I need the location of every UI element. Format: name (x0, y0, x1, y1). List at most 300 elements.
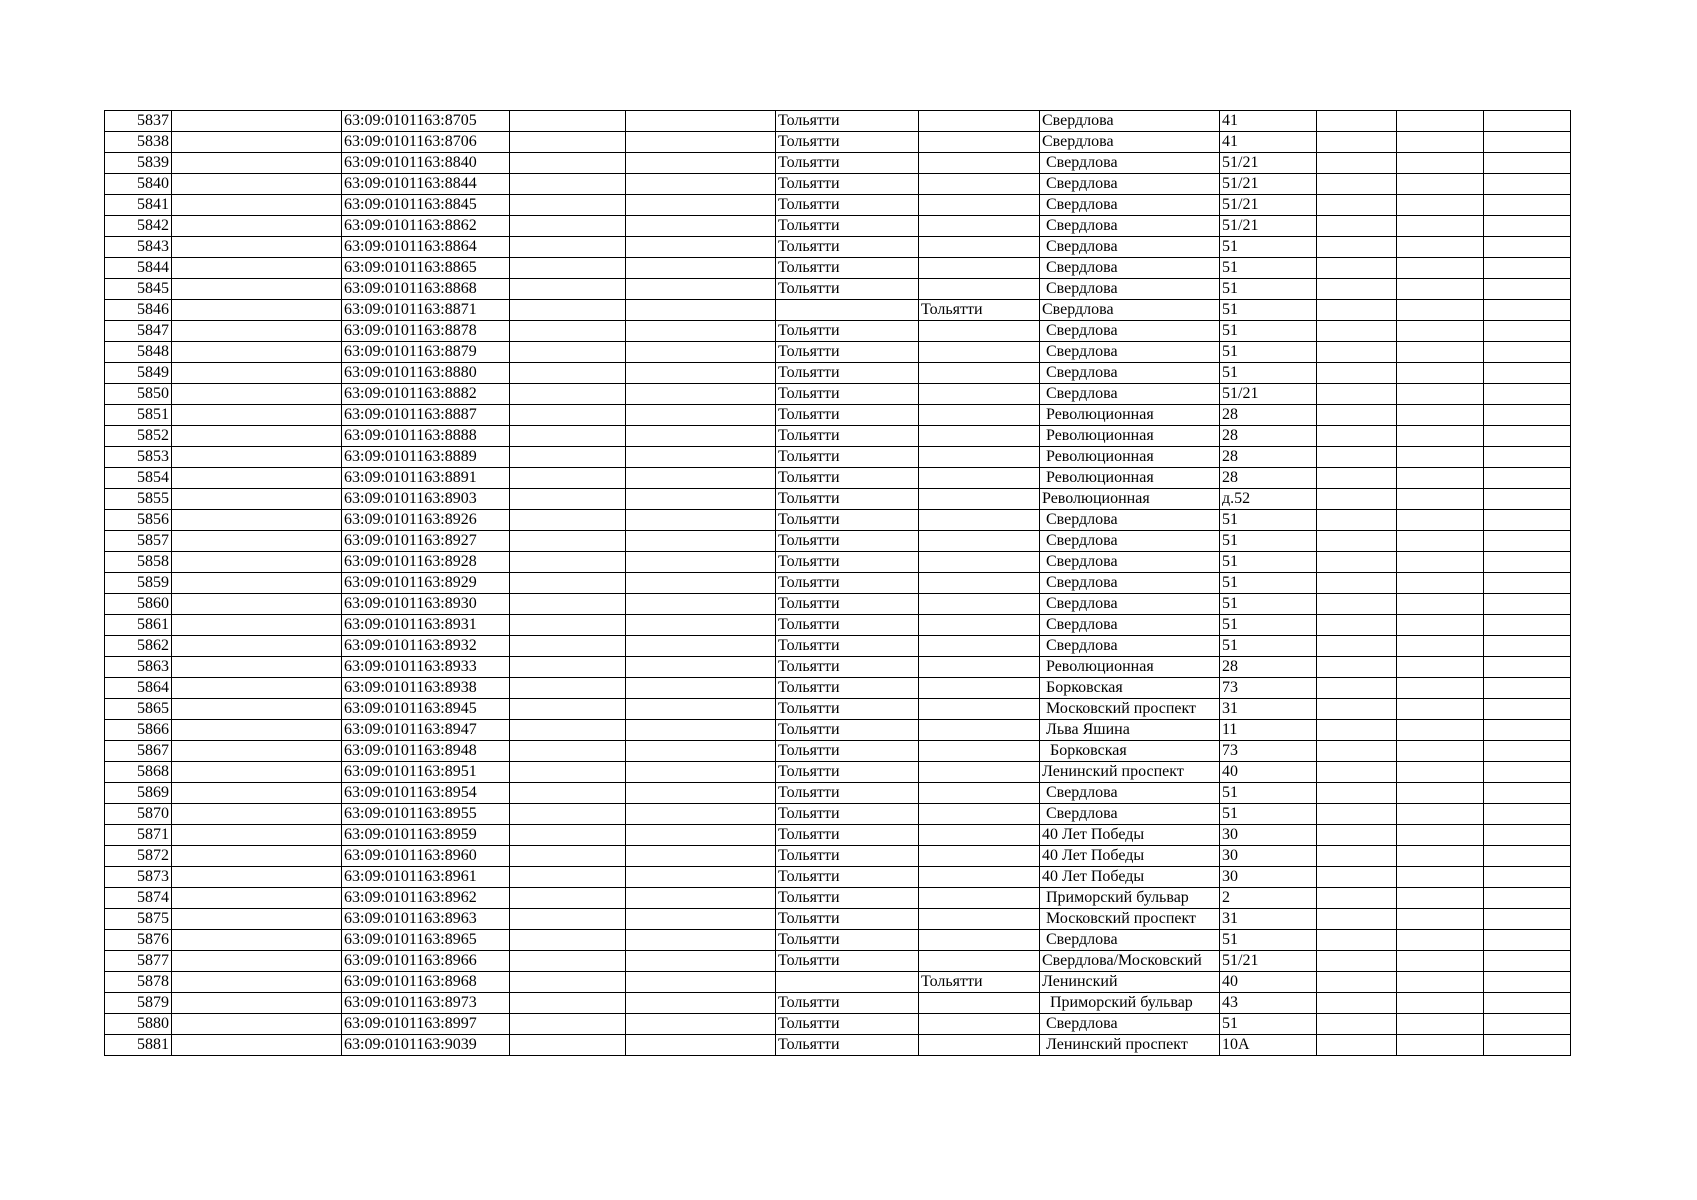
house-number: 51 (1220, 804, 1317, 825)
cadastral-number: 63:09:0101163:8965 (342, 930, 510, 951)
city (776, 300, 919, 321)
city: Тольятти (776, 951, 919, 972)
empty-cell (1317, 741, 1397, 762)
table-row (105, 216, 1571, 237)
street: Свердлова (1040, 342, 1220, 363)
table-row (105, 594, 1571, 615)
street: Свердлова (1040, 594, 1220, 615)
street: Свердлова (1040, 111, 1220, 132)
empty-cell (626, 678, 776, 699)
city: Тольятти (776, 405, 919, 426)
house-number: 28 (1220, 447, 1317, 468)
city: Тольятти (776, 615, 919, 636)
empty-cell (1317, 174, 1397, 195)
row-number: 5870 (105, 804, 172, 825)
street: Борковская (1040, 741, 1220, 762)
empty-cell (1317, 447, 1397, 468)
house-number: 28 (1220, 468, 1317, 489)
empty-cell (172, 405, 342, 426)
settlement (919, 867, 1040, 888)
empty-cell (1484, 426, 1571, 447)
city: Тольятти (776, 699, 919, 720)
cadastral-number: 63:09:0101163:8961 (342, 867, 510, 888)
settlement (919, 111, 1040, 132)
street: Свердлова (1040, 300, 1220, 321)
empty-cell (510, 825, 626, 846)
empty-cell (1397, 657, 1484, 678)
row-number: 5856 (105, 510, 172, 531)
city: Тольятти (776, 1014, 919, 1035)
empty-cell (626, 489, 776, 510)
empty-cell (172, 594, 342, 615)
house-number: 2 (1220, 888, 1317, 909)
city: Тольятти (776, 174, 919, 195)
empty-cell (1484, 174, 1571, 195)
cadastral-number: 63:09:0101163:8887 (342, 405, 510, 426)
empty-cell (172, 111, 342, 132)
cadastral-number: 63:09:0101163:9039 (342, 1035, 510, 1056)
empty-cell (172, 510, 342, 531)
empty-cell (172, 909, 342, 930)
empty-cell (1317, 510, 1397, 531)
empty-cell (1397, 804, 1484, 825)
table-row (105, 783, 1571, 804)
table-row (105, 699, 1571, 720)
empty-cell (172, 636, 342, 657)
empty-cell (1397, 111, 1484, 132)
empty-cell (1317, 783, 1397, 804)
settlement (919, 384, 1040, 405)
empty-cell (172, 237, 342, 258)
empty-cell (626, 930, 776, 951)
row-number: 5879 (105, 993, 172, 1014)
row-number: 5871 (105, 825, 172, 846)
empty-cell (1484, 909, 1571, 930)
cadastral-number: 63:09:0101163:8879 (342, 342, 510, 363)
city: Тольятти (776, 153, 919, 174)
row-number: 5847 (105, 321, 172, 342)
cadastral-number: 63:09:0101163:8960 (342, 846, 510, 867)
street: Свердлова (1040, 573, 1220, 594)
empty-cell (626, 237, 776, 258)
empty-cell (1317, 951, 1397, 972)
empty-cell (1484, 741, 1571, 762)
street: Ленинский проспект (1040, 762, 1220, 783)
empty-cell (1317, 300, 1397, 321)
cadastral-number: 63:09:0101163:8844 (342, 174, 510, 195)
empty-cell (510, 783, 626, 804)
empty-cell (626, 552, 776, 573)
empty-cell (510, 657, 626, 678)
empty-cell (626, 783, 776, 804)
empty-cell (510, 573, 626, 594)
table-row (105, 111, 1571, 132)
cadastral-number: 63:09:0101163:8706 (342, 132, 510, 153)
row-number: 5859 (105, 573, 172, 594)
empty-cell (510, 909, 626, 930)
empty-cell (510, 972, 626, 993)
empty-cell (1484, 720, 1571, 741)
house-number: 51 (1220, 363, 1317, 384)
cadastral-number: 63:09:0101163:8928 (342, 552, 510, 573)
city: Тольятти (776, 279, 919, 300)
empty-cell (1397, 825, 1484, 846)
empty-cell (626, 867, 776, 888)
empty-cell (172, 132, 342, 153)
empty-cell (510, 846, 626, 867)
empty-cell (1397, 468, 1484, 489)
row-number: 5868 (105, 762, 172, 783)
empty-cell (1317, 699, 1397, 720)
row-number: 5843 (105, 237, 172, 258)
house-number: 30 (1220, 825, 1317, 846)
cadastral-number: 63:09:0101163:8929 (342, 573, 510, 594)
cadastral-number: 63:09:0101163:8864 (342, 237, 510, 258)
street: Свердлова (1040, 636, 1220, 657)
empty-cell (1317, 384, 1397, 405)
empty-cell (626, 1014, 776, 1035)
empty-cell (626, 195, 776, 216)
house-number: 51 (1220, 258, 1317, 279)
row-number: 5866 (105, 720, 172, 741)
cadastral-number: 63:09:0101163:8932 (342, 636, 510, 657)
empty-cell (510, 489, 626, 510)
empty-cell (1397, 195, 1484, 216)
empty-cell (626, 951, 776, 972)
house-number: 51 (1220, 510, 1317, 531)
empty-cell (1397, 762, 1484, 783)
city: Тольятти (776, 384, 919, 405)
empty-cell (1397, 930, 1484, 951)
empty-cell (1397, 1035, 1484, 1056)
empty-cell (1484, 783, 1571, 804)
empty-cell (172, 384, 342, 405)
empty-cell (1397, 237, 1484, 258)
settlement (919, 321, 1040, 342)
empty-cell (172, 762, 342, 783)
empty-cell (1317, 132, 1397, 153)
street: 40 Лет Победы (1040, 846, 1220, 867)
settlement (919, 531, 1040, 552)
empty-cell (510, 447, 626, 468)
house-number: 30 (1220, 867, 1317, 888)
empty-cell (172, 699, 342, 720)
empty-cell (1397, 888, 1484, 909)
empty-cell (1397, 531, 1484, 552)
city: Тольятти (776, 804, 919, 825)
city: Тольятти (776, 111, 919, 132)
settlement (919, 804, 1040, 825)
table-row (105, 426, 1571, 447)
cadastral-number: 63:09:0101163:8903 (342, 489, 510, 510)
house-number: 11 (1220, 720, 1317, 741)
empty-cell (1397, 489, 1484, 510)
table-row (105, 384, 1571, 405)
street: Борковская (1040, 678, 1220, 699)
empty-cell (626, 531, 776, 552)
table-row (105, 951, 1571, 972)
city: Тольятти (776, 678, 919, 699)
settlement (919, 741, 1040, 762)
empty-cell (1397, 699, 1484, 720)
empty-cell (1484, 531, 1571, 552)
city: Тольятти (776, 342, 919, 363)
empty-cell (172, 951, 342, 972)
table-row (105, 762, 1571, 783)
empty-cell (626, 363, 776, 384)
house-number: 10А (1220, 1035, 1317, 1056)
city: Тольятти (776, 657, 919, 678)
empty-cell (1317, 531, 1397, 552)
row-number: 5839 (105, 153, 172, 174)
house-number: 51/21 (1220, 195, 1317, 216)
empty-cell (626, 111, 776, 132)
empty-cell (510, 237, 626, 258)
empty-cell (1317, 1035, 1397, 1056)
empty-cell (626, 762, 776, 783)
table-row (105, 132, 1571, 153)
city: Тольятти (776, 489, 919, 510)
empty-cell (626, 636, 776, 657)
street: Свердлова (1040, 384, 1220, 405)
street: Свердлова (1040, 153, 1220, 174)
empty-cell (172, 195, 342, 216)
settlement (919, 153, 1040, 174)
empty-cell (1317, 237, 1397, 258)
empty-cell (626, 972, 776, 993)
house-number: 51 (1220, 552, 1317, 573)
house-number: 51 (1220, 342, 1317, 363)
settlement (919, 132, 1040, 153)
empty-cell (510, 258, 626, 279)
row-number: 5838 (105, 132, 172, 153)
empty-cell (1317, 363, 1397, 384)
empty-cell (1317, 636, 1397, 657)
city: Тольятти (776, 195, 919, 216)
empty-cell (626, 741, 776, 762)
row-number: 5877 (105, 951, 172, 972)
empty-cell (1397, 363, 1484, 384)
street: Свердлова (1040, 783, 1220, 804)
empty-cell (1484, 930, 1571, 951)
table-row (105, 1014, 1571, 1035)
row-number: 5844 (105, 258, 172, 279)
street: Свердлова (1040, 1014, 1220, 1035)
row-number: 5872 (105, 846, 172, 867)
empty-cell (172, 657, 342, 678)
empty-cell (1317, 930, 1397, 951)
empty-cell (1484, 132, 1571, 153)
empty-cell (626, 300, 776, 321)
empty-cell (1317, 594, 1397, 615)
city: Тольятти (776, 531, 919, 552)
empty-cell (626, 468, 776, 489)
empty-cell (1317, 846, 1397, 867)
empty-cell (172, 426, 342, 447)
empty-cell (510, 195, 626, 216)
settlement (919, 342, 1040, 363)
cadastral-number: 63:09:0101163:8931 (342, 615, 510, 636)
empty-cell (626, 279, 776, 300)
empty-cell (626, 1035, 776, 1056)
empty-cell (1317, 111, 1397, 132)
empty-cell (1484, 867, 1571, 888)
house-number: 51/21 (1220, 174, 1317, 195)
row-number: 5852 (105, 426, 172, 447)
row-number: 5876 (105, 930, 172, 951)
empty-cell (172, 804, 342, 825)
cadastral-number: 63:09:0101163:8880 (342, 363, 510, 384)
city: Тольятти (776, 783, 919, 804)
table-row (105, 300, 1571, 321)
empty-cell (1484, 342, 1571, 363)
empty-cell (1317, 153, 1397, 174)
empty-cell (1397, 552, 1484, 573)
table-row (105, 363, 1571, 384)
cadastral-number: 63:09:0101163:8968 (342, 972, 510, 993)
empty-cell (172, 300, 342, 321)
city: Тольятти (776, 510, 919, 531)
settlement (919, 405, 1040, 426)
row-number: 5841 (105, 195, 172, 216)
street: Ленинский (1040, 972, 1220, 993)
city: Тольятти (776, 1035, 919, 1056)
empty-cell (510, 699, 626, 720)
house-number: 43 (1220, 993, 1317, 1014)
cadastral-number: 63:09:0101163:8927 (342, 531, 510, 552)
empty-cell (1484, 762, 1571, 783)
row-number: 5863 (105, 657, 172, 678)
empty-cell (626, 153, 776, 174)
empty-cell (1397, 384, 1484, 405)
settlement (919, 489, 1040, 510)
city: Тольятти (776, 321, 919, 342)
cadastral-number: 63:09:0101163:8933 (342, 657, 510, 678)
cadastral-number: 63:09:0101163:8955 (342, 804, 510, 825)
city: Тольятти (776, 930, 919, 951)
empty-cell (1397, 321, 1484, 342)
row-number: 5855 (105, 489, 172, 510)
house-number: 51 (1220, 594, 1317, 615)
house-number: 51 (1220, 279, 1317, 300)
empty-cell (1397, 594, 1484, 615)
settlement (919, 174, 1040, 195)
empty-cell (1484, 195, 1571, 216)
empty-cell (626, 447, 776, 468)
house-number: 30 (1220, 846, 1317, 867)
house-number: 51/21 (1220, 384, 1317, 405)
city: Тольятти (776, 846, 919, 867)
empty-cell (510, 153, 626, 174)
house-number: 40 (1220, 762, 1317, 783)
row-number: 5875 (105, 909, 172, 930)
city: Тольятти (776, 573, 919, 594)
table-row (105, 321, 1571, 342)
empty-cell (626, 258, 776, 279)
empty-cell (1317, 657, 1397, 678)
settlement (919, 678, 1040, 699)
street: Революционная (1040, 468, 1220, 489)
empty-cell (172, 888, 342, 909)
street: Революционная (1040, 489, 1220, 510)
street: Льва Яшина (1040, 720, 1220, 741)
street: Свердлова (1040, 237, 1220, 258)
empty-cell (1317, 321, 1397, 342)
empty-cell (1484, 1035, 1571, 1056)
empty-cell (626, 720, 776, 741)
empty-cell (1317, 993, 1397, 1014)
empty-cell (1484, 153, 1571, 174)
empty-cell (626, 804, 776, 825)
empty-cell (172, 573, 342, 594)
street: Приморский бульвар (1040, 888, 1220, 909)
row-number: 5857 (105, 531, 172, 552)
row-number: 5880 (105, 1014, 172, 1035)
table-row (105, 846, 1571, 867)
empty-cell (1484, 972, 1571, 993)
empty-cell (1397, 615, 1484, 636)
cadastral-number: 63:09:0101163:8963 (342, 909, 510, 930)
empty-cell (1484, 951, 1571, 972)
cadastral-number: 63:09:0101163:8891 (342, 468, 510, 489)
empty-cell (626, 321, 776, 342)
settlement (919, 657, 1040, 678)
row-number: 5846 (105, 300, 172, 321)
empty-cell (172, 678, 342, 699)
empty-cell (1397, 573, 1484, 594)
empty-cell (510, 720, 626, 741)
street: Революционная (1040, 447, 1220, 468)
city: Тольятти (776, 762, 919, 783)
empty-cell (1484, 489, 1571, 510)
empty-cell (1317, 342, 1397, 363)
table-row (105, 888, 1571, 909)
table-row (105, 972, 1571, 993)
settlement (919, 615, 1040, 636)
cadastral-number: 63:09:0101163:8845 (342, 195, 510, 216)
empty-cell (1397, 426, 1484, 447)
house-number: 41 (1220, 132, 1317, 153)
cadastral-number: 63:09:0101163:8862 (342, 216, 510, 237)
table-row (105, 237, 1571, 258)
empty-cell (510, 405, 626, 426)
empty-cell (1484, 216, 1571, 237)
table-row (105, 552, 1571, 573)
empty-cell (1484, 699, 1571, 720)
settlement (919, 888, 1040, 909)
empty-cell (510, 951, 626, 972)
city: Тольятти (776, 468, 919, 489)
empty-cell (626, 342, 776, 363)
street: Свердлова (1040, 930, 1220, 951)
empty-cell (1397, 678, 1484, 699)
empty-cell (1317, 279, 1397, 300)
empty-cell (1484, 111, 1571, 132)
table-row (105, 741, 1571, 762)
settlement: Тольятти (919, 972, 1040, 993)
city: Тольятти (776, 825, 919, 846)
empty-cell (1484, 888, 1571, 909)
house-number: 31 (1220, 699, 1317, 720)
empty-cell (1484, 825, 1571, 846)
empty-cell (172, 447, 342, 468)
settlement (919, 363, 1040, 384)
house-number: 73 (1220, 741, 1317, 762)
empty-cell (626, 405, 776, 426)
settlement (919, 846, 1040, 867)
empty-cell (172, 741, 342, 762)
street: Свердлова/Московский (1040, 951, 1220, 972)
